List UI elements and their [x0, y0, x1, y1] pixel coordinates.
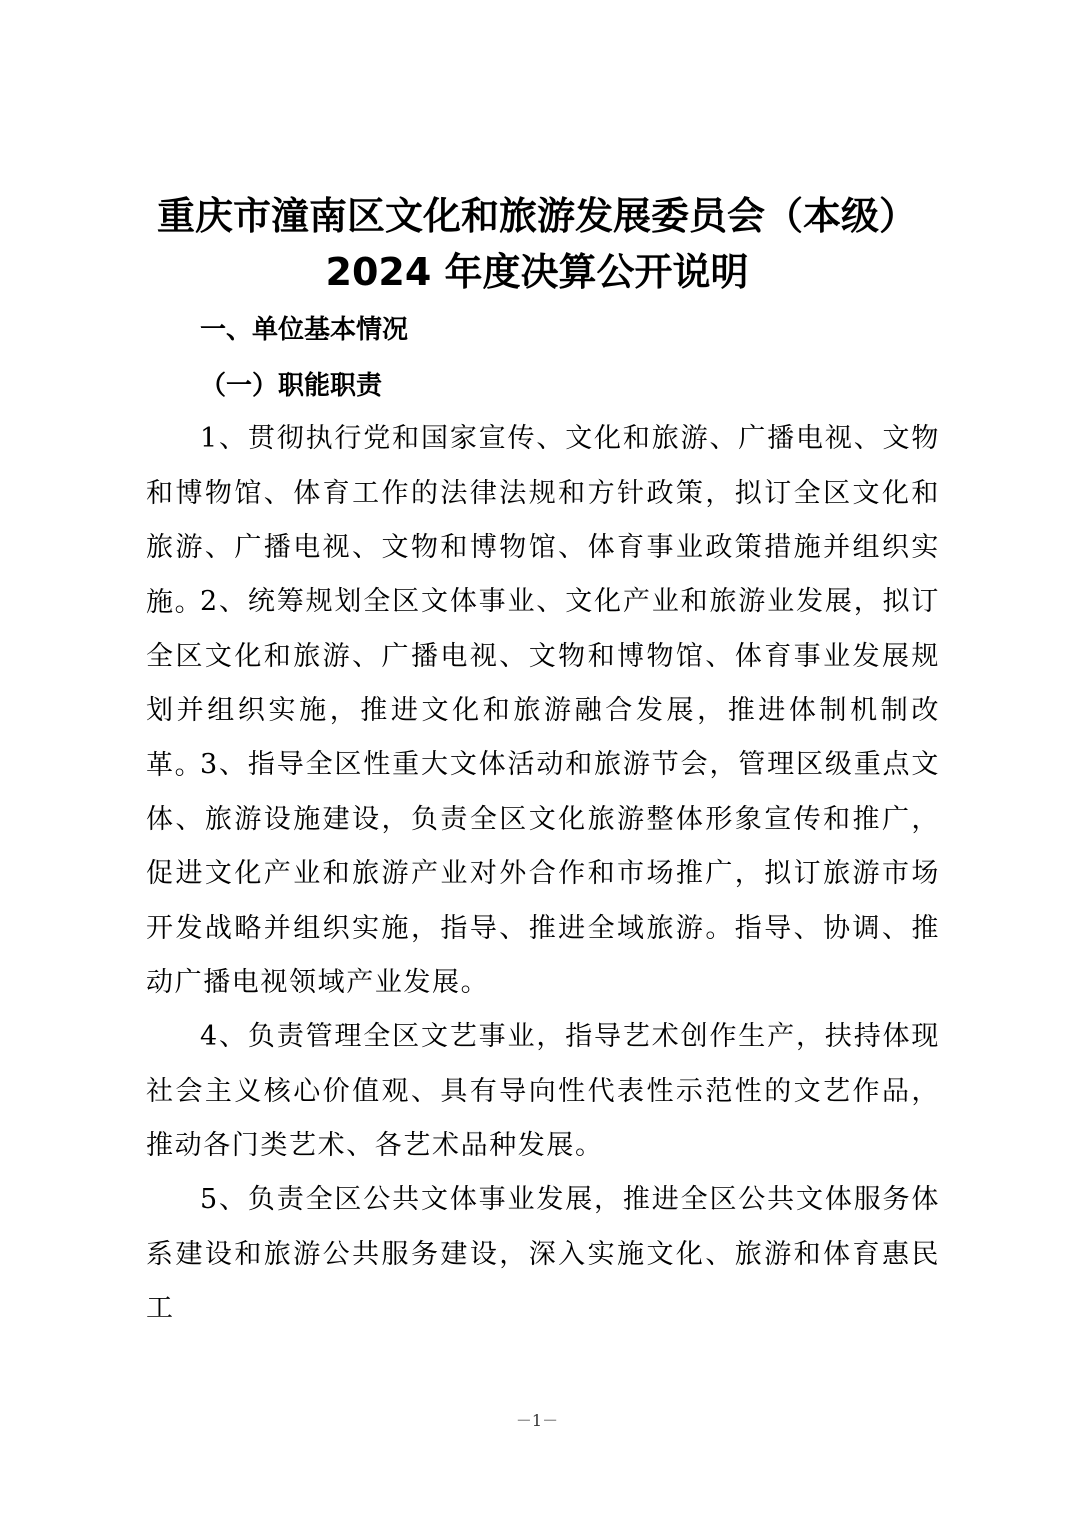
- document-title-line-2: 2024 年度决算公开说明: [325, 250, 749, 294]
- paragraph-5: 5、负责全区公共文体事业发展，推进全区公共文体服务体系建设和旅游公共服务建设，深入实施文化、旅游和体育惠民工: [146, 1184, 940, 1324]
- paragraph-4: 4、负责管理全区文艺事业，指导艺术创作生产，扶持体现社会主义核心价值观、具有导向性代表性示范性的文艺作品，推动各门类艺术、各艺术品种发展。: [146, 1021, 940, 1161]
- paragraph-1: 1、贯彻执行党和国家宣传、文化和旅游、广播电视、文物和博物馆、体育工作的法律法规和方针政策，拟订全区文化和旅游、广播电视、文物和博物馆、体育事业政策措施并组织实施。: [146, 423, 940, 618]
- document-title-line-1: 重庆市潼南区文化和旅游发展委员会（本级）: [156, 194, 917, 238]
- section-heading: 一、单位基本情况: [200, 315, 409, 345]
- page-number: －1－: [515, 1411, 559, 1430]
- paragraph-3: 3、指导全区性重大文体活动和旅游节会，管理区级重点文体、旅游设施建设，负责全区文化旅游整体形象宣传和推广，促进文化产业和旅游产业对外合作和市场推广，拟订旅游市场开发战略并组织实施，指导、推进全域旅游。指导、协调、推动广播电视领域产业发展。: [146, 749, 940, 998]
- subsection-heading: （一）职能职责: [200, 371, 383, 401]
- paragraph-2: 2、统筹规划全区文体事业、文化产业和旅游业发展，拟订全区文化和旅游、广播电视、文物和博物馆、体育事业发展规划并组织实施，推进文化和旅游融合发展，推进体制机制改革。: [146, 586, 940, 781]
